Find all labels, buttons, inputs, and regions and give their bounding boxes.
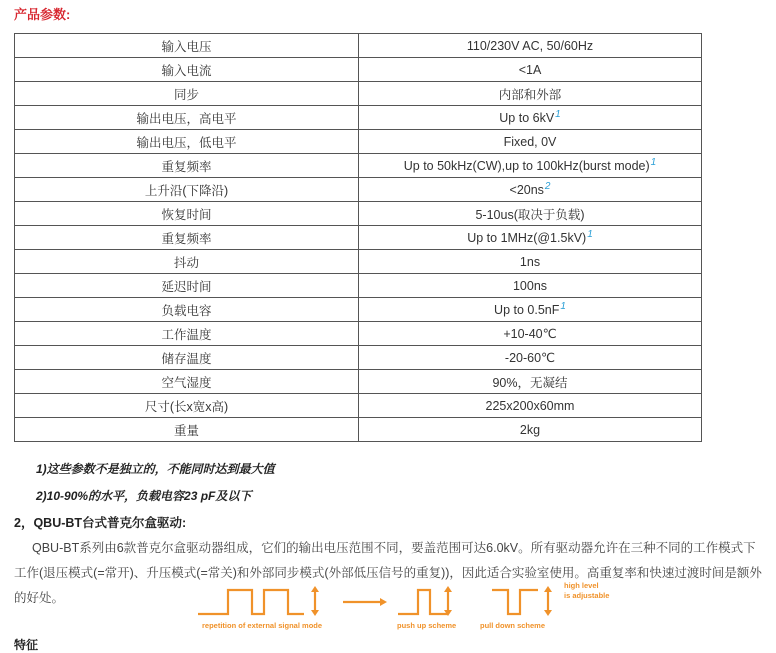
param-value: Up to 1MHz(@1.5kV) <box>467 231 587 246</box>
param-row <box>15 322 702 346</box>
param-row <box>15 202 702 226</box>
note-2: 2)10-90%的水平，负载电容23 pF及以下 <box>36 489 252 503</box>
param-value: 90%，无凝结 <box>492 375 568 390</box>
param-value-cell <box>359 154 702 178</box>
param-name: 输入电压 <box>15 34 359 58</box>
param-name: 抖动 <box>15 250 359 274</box>
param-name: 恢复时间 <box>15 202 359 226</box>
param-value-cell <box>359 82 702 106</box>
external-signal-waveform <box>198 590 304 614</box>
param-name: 输出电压，高电平 <box>15 106 359 130</box>
param-row <box>15 106 702 130</box>
next-section-heading: 特征 <box>14 638 39 652</box>
param-value: +10-40℃ <box>503 327 557 341</box>
param-value-cell <box>359 250 702 274</box>
param-name: 延迟时间 <box>15 274 359 298</box>
param-row <box>15 154 702 178</box>
param-value-cell <box>359 346 702 370</box>
param-value: 110/230V AC, 50/60Hz <box>466 38 594 53</box>
param-name: 尺寸(长x宽x高) <box>15 394 359 418</box>
param-row <box>15 226 702 250</box>
param-value: 5-10us(取决于负载) <box>475 207 585 222</box>
push-up-label: push up scheme <box>397 621 457 630</box>
param-value-cell <box>359 298 702 322</box>
params-table <box>14 33 702 442</box>
param-value-cell <box>359 178 702 202</box>
param-name: 工作温度 <box>15 322 359 346</box>
param-row <box>15 274 702 298</box>
param-value: -20-60℃ <box>504 351 556 365</box>
param-name: 重量 <box>15 418 359 442</box>
footnote-ref: 1 <box>560 301 566 313</box>
param-value: <20ns <box>509 183 544 198</box>
param-value: 225x200x60mm <box>485 398 575 413</box>
param-name: 重复频率 <box>15 226 359 250</box>
param-value: 100ns <box>512 278 548 293</box>
param-value: Fixed, 0V <box>503 134 557 149</box>
param-value-cell <box>359 202 702 226</box>
push-up-waveform <box>398 590 448 614</box>
adjustable-label: is adjustable <box>564 591 610 600</box>
footnote-ref: 2 <box>544 181 551 193</box>
section2-paragraph: QBU-BT系列由6款普克尔盒驱动器组成，它们的输出电压范围不同，要盖范围可达6.0kV。所有驱动器允许在三种不同的工作模式下工作(退压模式(=常开)、升压模式(=常关)和外部同步模式(外部低压信号的重复))，因此适合实验室使用。高重复率和快速过渡时间是额外的好处。 <box>14 541 762 605</box>
footnote-ref: 1 <box>587 229 593 241</box>
param-value-cell <box>359 226 702 250</box>
param-value-cell <box>359 274 702 298</box>
param-value: Up to 50kHz(CW),up to 100kHz(burst mode) <box>403 159 650 174</box>
param-row <box>15 82 702 106</box>
param-value-cell <box>359 106 702 130</box>
param-value: 1ns <box>519 254 541 269</box>
high-level-label: high level <box>564 581 599 590</box>
param-value: 内部和外部 <box>498 87 562 102</box>
param-row <box>15 394 702 418</box>
param-value-cell <box>359 58 702 82</box>
param-name: 储存温度 <box>15 346 359 370</box>
param-row <box>15 178 702 202</box>
param-value: Up to 0.5nF <box>494 303 560 318</box>
param-value-cell <box>359 322 702 346</box>
param-row <box>15 418 702 442</box>
param-name: 输出电压，低电平 <box>15 130 359 154</box>
param-row <box>15 58 702 82</box>
param-value-cell <box>359 418 702 442</box>
param-name: 空气湿度 <box>15 370 359 394</box>
param-value-cell <box>359 34 702 58</box>
param-name: 上升沿(下降沿) <box>15 178 359 202</box>
note-1: 1)这些参数不是独立的，不能同时达到最大值 <box>36 462 275 476</box>
param-row <box>15 34 702 58</box>
param-row <box>15 298 702 322</box>
param-name: 同步 <box>15 82 359 106</box>
param-name: 重复频率 <box>15 154 359 178</box>
param-name: 负载电容 <box>15 298 359 322</box>
operating-modes-diagram <box>190 578 640 634</box>
param-row <box>15 250 702 274</box>
footnote-ref: 1 <box>650 157 657 169</box>
pull-down-waveform <box>492 590 538 614</box>
param-value-cell <box>359 370 702 394</box>
param-row <box>15 370 702 394</box>
param-row <box>15 346 702 370</box>
param-value-cell <box>359 130 702 154</box>
param-value-cell <box>359 394 702 418</box>
param-value: 2kg <box>519 422 541 437</box>
param-value: Up to 6kV <box>499 111 555 126</box>
section-title: 产品参数: <box>14 7 71 22</box>
footnote-ref: 1 <box>555 109 561 121</box>
pull-down-label: pull down scheme <box>480 621 546 630</box>
param-value: <1A <box>518 62 542 77</box>
param-row <box>15 130 702 154</box>
param-name: 输入电流 <box>15 58 359 82</box>
section2-title: 2，QBU-BT台式普克尔盒驱动: <box>14 516 187 530</box>
external-mode-label: repetition of external signal mode <box>202 621 323 630</box>
